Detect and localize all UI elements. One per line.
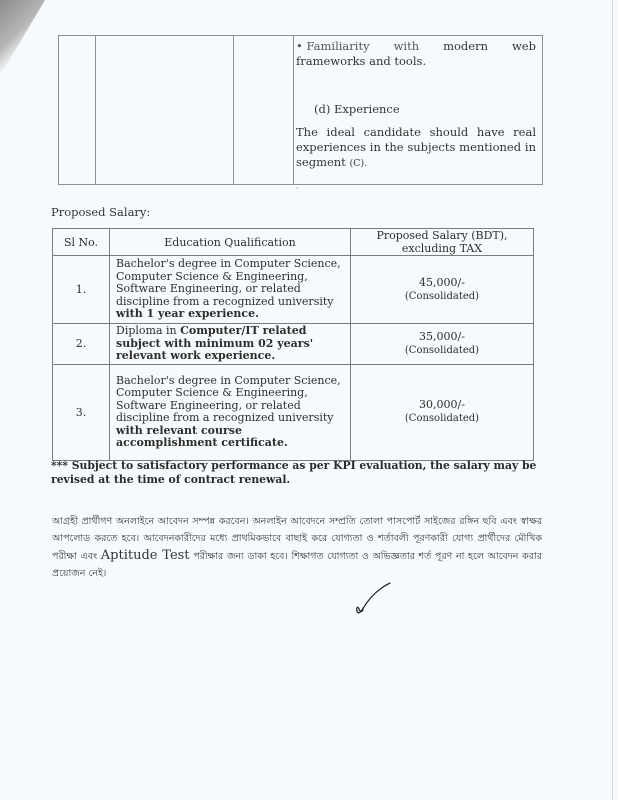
table-column-divider — [95, 36, 96, 184]
row-sl: 2. — [53, 324, 110, 365]
salary-amount: 35,000/- — [419, 329, 465, 343]
salary-note: (Consolidated) — [404, 413, 480, 425]
row-qualification — [110, 256, 351, 324]
salary-note: (Consolidated) — [404, 290, 480, 302]
header-qualification: Education Qualification — [110, 229, 351, 256]
stray-mark: · — [296, 184, 299, 193]
experience-ref: (C). — [349, 158, 368, 169]
salary-note: (Consolidated) — [404, 344, 480, 356]
bullet-familiarity-cont: frameworks and tools. — [296, 54, 427, 68]
row-sl: 1. — [53, 256, 110, 324]
table-header-row — [53, 229, 534, 256]
qualification-bold: with 1 year experience. — [116, 307, 259, 321]
word: • Familiarity — [296, 39, 370, 53]
row-qualification — [110, 324, 351, 365]
header-sl: Sl No. — [53, 229, 110, 256]
qualification-text: Diploma in — [116, 324, 177, 337]
salary-footnote: *** Subject to satisfactory performance as per KPI evaluation, the salary may be revised at the time of contract renewal. — [51, 459, 537, 486]
experience-body — [296, 125, 536, 171]
experience-text: The ideal candidate should have real experiences in the subjects mentioned in segment — [296, 125, 536, 169]
word: modern — [443, 39, 488, 53]
page-edge-line — [612, 0, 613, 800]
row-sl: 3. — [53, 364, 110, 460]
requirements-cell — [296, 39, 536, 196]
row-qualification — [110, 364, 351, 460]
salary-amount: 45,000/- — [419, 275, 465, 289]
header-salary-line1: Proposed Salary (BDT), — [376, 229, 508, 242]
header-salary — [351, 229, 534, 256]
bangla-text-part1: আগ্রহী প্রার্থীগণ অনলাইনে আবেদন সম্পন্ন করবেন। অনলাইন আবেদনে সম্প্রতি তোলা পাসপোর্ট সাইজের রঙ্গিন ছবি এবং স্বাক্ষর আপলোড করতে হবে। আবেদনকারীদের মধ্যে প্রাথমিকভাবে বাছাই করে যোগ্যতা ও শর্তাবলী পূরণকারী যোগ্য প্রার্থীদের মৌখিক পরীক্ষা এবং — [52, 516, 542, 562]
job-requirements-table-continuation — [58, 35, 543, 193]
qualification-text: Bachelor's degree in Computer Science, Computer Science & Engineering, Software Engineering, or related discipline from a recognized university — [116, 373, 341, 425]
bangla-text-part2: পরীক্ষার জন্য ডাকা হবে। শিক্ষাগত যোগ্যতা ও অভিজ্ঞতার শর্ত পূরণ না হলে আবেদন করার প্রয়োজন নেই। — [52, 551, 542, 579]
qualification-text: Bachelor's degree in Computer Science, Computer Science & Engineering, Software Engineering, or related discipline from a recognized university — [116, 257, 341, 308]
header-salary-line2: excluding TAX — [401, 242, 483, 255]
row-salary — [351, 324, 534, 365]
scan-fold-shadow — [0, 0, 45, 80]
table-column-divider — [233, 36, 234, 184]
table-row — [53, 364, 534, 460]
aptitude-test-label: Aptitude Test — [100, 548, 190, 563]
table-row — [53, 256, 534, 324]
row-salary — [351, 364, 534, 460]
row-salary — [351, 256, 534, 324]
proposed-salary-title: Proposed Salary: — [51, 205, 151, 219]
table-column-divider — [293, 36, 294, 184]
proposed-salary-table — [52, 228, 534, 461]
qualification-bold: with relevant course accomplishment certificate. — [116, 423, 288, 450]
bullet-familiarity — [296, 39, 536, 54]
signature-icon — [350, 580, 400, 620]
word: web — [511, 39, 536, 53]
table-row — [53, 324, 534, 365]
word: with — [393, 39, 420, 53]
experience-heading: (d) Experience — [314, 102, 400, 116]
salary-amount: 30,000/- — [419, 398, 465, 412]
application-instructions-bangla — [52, 513, 542, 582]
qualification-bold: Computer/IT related subject with minimum 02 years' relevant work experience. — [116, 324, 314, 363]
